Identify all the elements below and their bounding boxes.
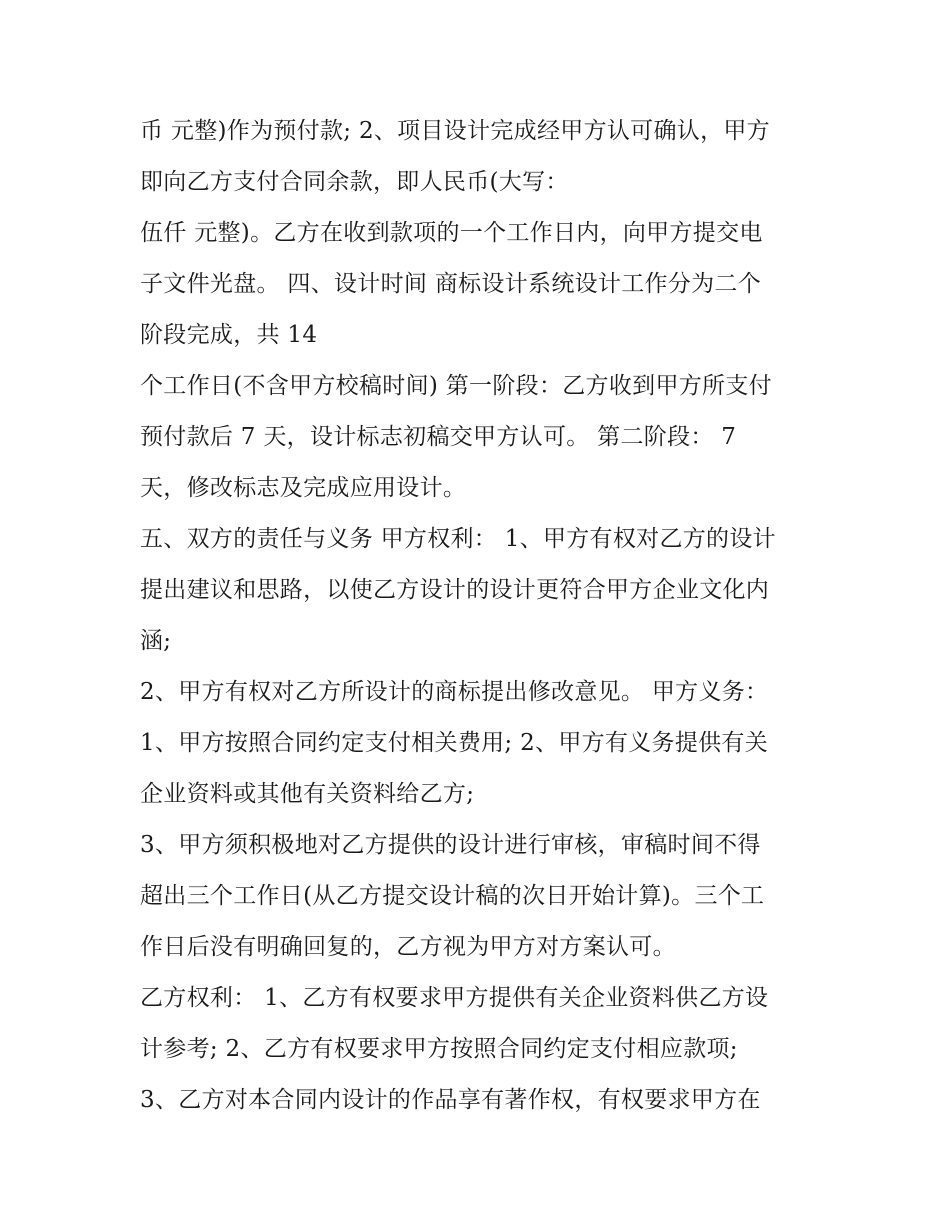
text-line: 个工作日(不含甲方校稿时间) 第一阶段：乙方收到甲方所支付 xyxy=(140,373,772,399)
text-line: 提出建议和思路，以使乙方设计的设计更符合甲方企业文化内 xyxy=(140,577,770,603)
text-line: 子文件光盘。 四、设计时间 商标设计系统设计工作分为二个 xyxy=(140,271,762,297)
text-line: 五、双方的责任与义务 甲方权利： 1、甲方有权对乙方的设计 xyxy=(140,526,776,552)
text-line: 计参考; 2、乙方有权要求甲方按照合同约定支付相应款项; xyxy=(140,1036,738,1062)
contract-text-body xyxy=(140,108,820,1128)
text-line: 乙方权利： 1、乙方有权要求甲方提供有关企业资料供乙方设 xyxy=(140,985,769,1011)
text-line: 1、甲方按照合同约定支付相关费用; 2、甲方有义务提供有关 xyxy=(140,730,769,756)
text-line: 3、甲方须积极地对乙方提供的设计进行审核，审稿时间不得 xyxy=(140,832,761,858)
text-line: 作日后没有明确回复的，乙方视为甲方对方案认可。 xyxy=(140,934,676,960)
text-line: 企业资料或其他有关资料给乙方; xyxy=(140,781,475,807)
text-line: 阶段完成，共 14 xyxy=(140,322,318,348)
text-line: 币 元整)作为预付款; 2、项目设计完成经甲方认可确认，甲方 xyxy=(140,118,770,144)
text-line: 预付款后 7 天，设计标志初稿交甲方认可。 第二阶段： 7 xyxy=(140,424,737,450)
text-line: 伍仟 元整)。乙方在收到款项的一个工作日内，向甲方提交电 xyxy=(140,220,763,246)
text-line: 2、甲方有权对乙方所设计的商标提出修改意见。 甲方义务： xyxy=(140,679,769,705)
text-line: 超出三个工作日(从乙方提交设计稿的次日开始计算)。三个工 xyxy=(140,883,765,909)
text-line: 即向乙方支付合同余款，即人民币(大写： xyxy=(140,169,569,195)
text-line: 天，修改标志及完成应用设计。 xyxy=(140,475,467,501)
text-line: 涵; xyxy=(140,628,172,654)
text-line: 3、乙方对本合同内设计的作品享有著作权，有权要求甲方在 xyxy=(140,1087,761,1113)
